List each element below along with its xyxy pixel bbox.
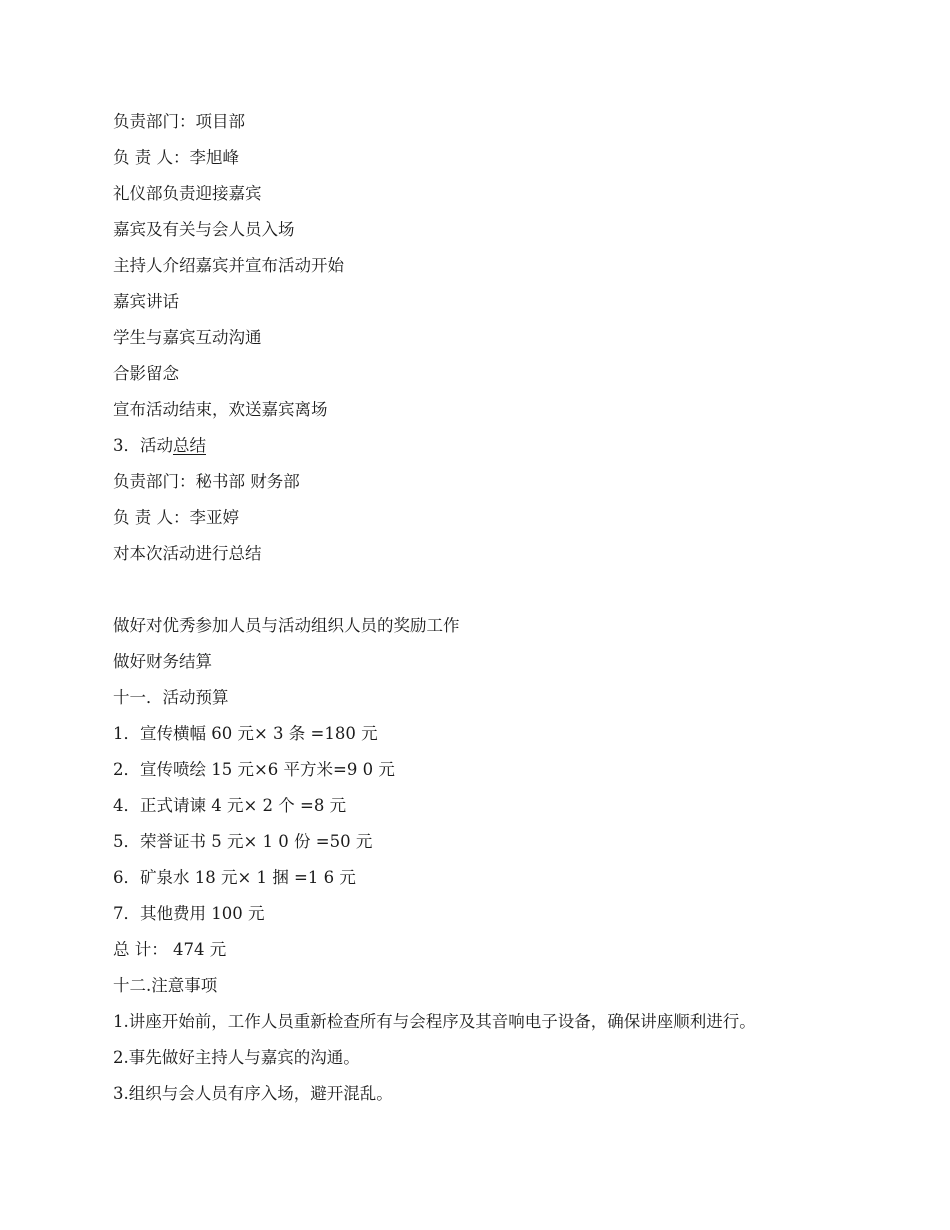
budget-item: 5．荣誉证书 5 元× 1 0 份 =50 元 xyxy=(113,832,373,851)
budget-item: 7．其他费用 100 元 xyxy=(113,904,265,923)
person-line: 负 责 人：李亚婷 xyxy=(113,508,239,527)
budget-item: 1．宣传横幅 60 元× 3 条 =180 元 xyxy=(113,724,378,743)
summary-heading-prefix: 3．活动 xyxy=(113,436,173,455)
step-line: 嘉宾及有关与会人员入场 xyxy=(113,220,295,239)
step-line: 做好对优秀参加人员与活动组织人员的奖励工作 xyxy=(113,616,460,635)
step-line: 礼仪部负责迎接嘉宾 xyxy=(113,184,262,203)
step-line: 做好财务结算 xyxy=(113,652,212,671)
summary-heading xyxy=(113,428,903,464)
note-item: 3.组织与会人员有序入场，避开混乱。 xyxy=(113,1084,393,1103)
step-line: 对本次活动进行总结 xyxy=(113,544,262,563)
step-line: 学生与嘉宾互动沟通 xyxy=(113,328,262,347)
summary-heading-underlined: 总结 xyxy=(173,436,206,455)
budget-item: 6．矿泉水 18 元× 1 捆 =1 6 元 xyxy=(113,868,356,887)
step-line: 嘉宾讲话 xyxy=(113,292,179,311)
dept-line: 负责部门：项目部 xyxy=(113,112,245,131)
budget-heading: 十一．活动预算 xyxy=(113,688,229,707)
step-line: 合影留念 xyxy=(113,364,179,383)
dept-line: 负责部门：秘书部 财务部 xyxy=(113,472,300,491)
blank-spacer xyxy=(113,572,903,608)
note-item: 1.讲座开始前，工作人员重新检查所有与会程序及其音响电子设备，确保讲座顺利进行。 xyxy=(113,1012,756,1031)
step-line: 主持人介绍嘉宾并宣布活动开始 xyxy=(113,256,344,275)
person-line: 负 责 人：李旭峰 xyxy=(113,148,239,167)
budget-item: 2．宣传喷绘 15 元×6 平方米=9 0 元 xyxy=(113,760,395,779)
budget-item: 4．正式请谏 4 元× 2 个 =8 元 xyxy=(113,796,347,815)
document-page xyxy=(113,104,903,1112)
step-line: 宣布活动结束，欢送嘉宾离场 xyxy=(113,400,328,419)
notes-heading: 十二.注意事项 xyxy=(113,976,218,995)
note-item: 2.事先做好主持人与嘉宾的沟通。 xyxy=(113,1048,360,1067)
budget-total: 总 计： 474 元 xyxy=(113,940,227,959)
